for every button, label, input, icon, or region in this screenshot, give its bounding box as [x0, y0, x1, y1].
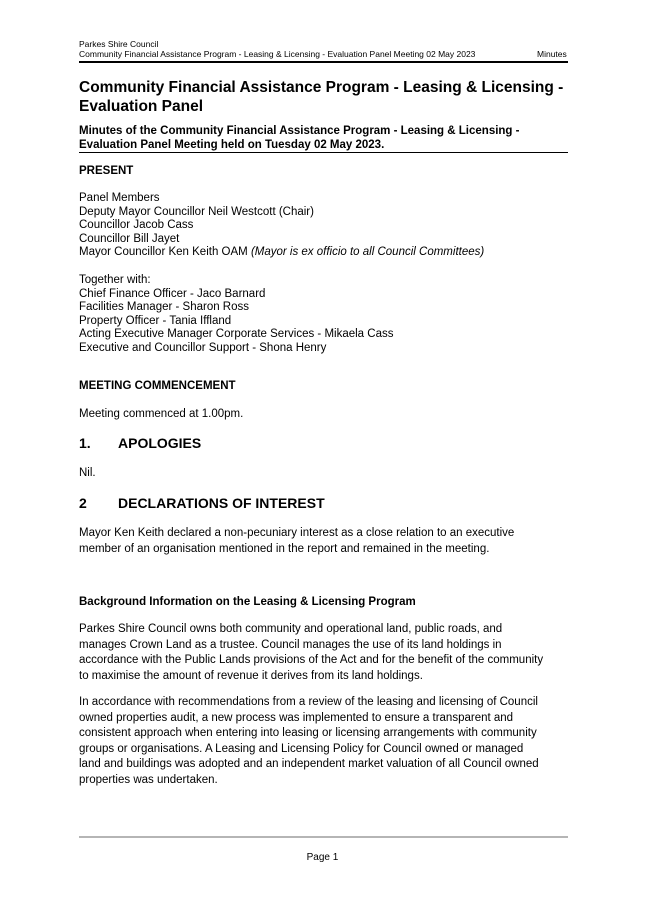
apologies-heading: [79, 435, 201, 451]
subtitle-line1: Minutes of the Community Financial Assistance Program - Leasing & Licensing -: [79, 125, 520, 137]
mayor-note: (Mayor is ex officio to all Council Committees): [250, 246, 485, 259]
commencement-heading: MEETING COMMENCEMENT: [79, 380, 236, 392]
staff-member: Property Officer - Tania Iffland: [79, 314, 232, 327]
page-number: Page 1: [306, 852, 339, 863]
page-title: [79, 78, 563, 116]
together-label: Together with:: [79, 274, 151, 286]
minutes-subtitle: [79, 124, 519, 152]
apologies-text: Nil.: [79, 467, 96, 479]
background-para1: Parkes Shire Council owns both community and operational land, public roads, and manages Crown Land as a trustee. Council manages the use of its land holdings in accordance with the Public Lands provisions of the Act and for the benefit of the community to maximise the amount of revenue it derives from its land holdings.: [79, 623, 544, 682]
declarations-text: Mayor Ken Keith declared a non-pecuniary interest as a close relation to an executive member of an organisation mentioned in the report and remained in the meeting.: [79, 527, 515, 555]
page-title-line1: Community Financial Assistance Program - Leasing & Licensing -: [79, 79, 564, 96]
panel-label: Panel Members: [79, 192, 160, 204]
background-heading: Background Information on the Leasing & Licensing Program: [79, 596, 416, 608]
commencement-text: Meeting commenced at 1.00pm.: [79, 408, 244, 420]
header-doc-type: Minutes: [537, 49, 567, 59]
staff-member: Chief Finance Officer - Jaco Barnard: [79, 287, 266, 300]
panel-member: Deputy Mayor Councillor Neil Westcott (Chair): [79, 205, 314, 218]
panel-member-mayor: Mayor Councillor Ken Keith OAM (Mayor is ex officio to all Council Committees): [79, 246, 485, 259]
apologies-number: 1.: [79, 435, 91, 451]
panel-member: Councillor Jacob Cass: [79, 219, 194, 232]
background-para2: In accordance with recommendations from a review of the leasing and licensing of Council owned properties audit, a new process was implemented to ensure a transparent and consistent approach when entering into leasing or licensing arrangements with community groups or organisations. A Leasing and Licensing Policy for Council owned or managed land and buildings was adopted and an independent market valuation of all Council owned properties was undertaken.: [79, 696, 539, 786]
apologies-title: APOLOGIES: [118, 435, 202, 451]
staff-member: Executive and Councillor Support - Shona Henry: [79, 341, 327, 354]
header-rule: [79, 61, 568, 63]
declarations-heading: [79, 495, 325, 511]
declarations-title: DECLARATIONS OF INTEREST: [118, 495, 325, 511]
subtitle-line2: Evaluation Panel Meeting held on Tuesday 02 May 2023.: [79, 139, 385, 151]
header-meeting-line: Community Financial Assistance Program - Leasing & Licensing - Evaluation Panel Meeting 02 May 2023: [79, 49, 476, 59]
subtitle-rule: [79, 152, 568, 153]
header-organisation: Parkes Shire Council: [79, 39, 159, 49]
panel-member: Councillor Bill Jayet: [79, 232, 180, 245]
declarations-number: 2: [79, 495, 87, 511]
present-heading: PRESENT: [79, 165, 134, 177]
footer-rule: [79, 836, 568, 838]
present-panel: [79, 192, 484, 260]
page-title-line2: Evaluation Panel: [79, 98, 204, 115]
staff-member: Acting Executive Manager Corporate Services - Mikaela Cass: [79, 328, 394, 341]
staff-member: Facilities Manager - Sharon Ross: [79, 301, 250, 314]
present-staff: [79, 274, 393, 356]
